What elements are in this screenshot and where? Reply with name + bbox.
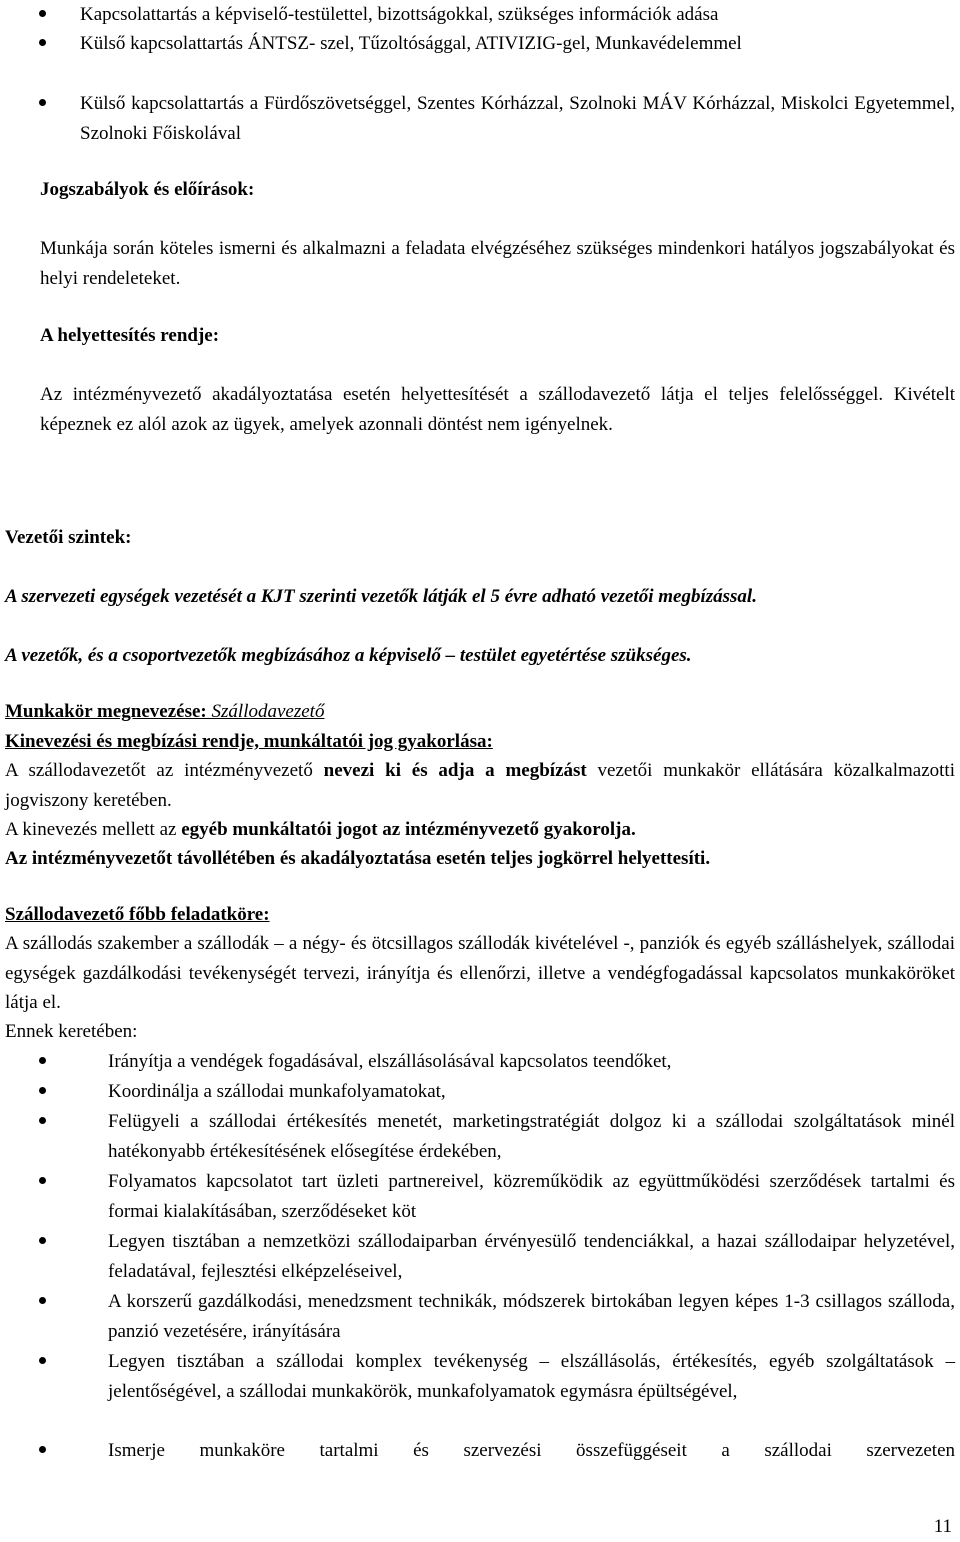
bullet-icon — [39, 1177, 46, 1184]
list-item: Kapcsolattartás a képviselő-testülettel, bizottságokkal, szükséges információk adása — [0, 0, 960, 29]
list-item: Külső kapcsolattartás a Fürdőszövetséggel, Szentes Kórházzal, Szolnoki MÁV Kórházzal, Miskolci Egyetemmel, Szolnoki Főiskolával — [0, 89, 960, 149]
list-item: A korszerű gazdálkodási, menedzsment technikák, módszerek birtokában legyen képes 1-3 csillagos szálloda, panzió vezetésére, irányítására — [0, 1287, 960, 1347]
bullet-icon — [39, 1057, 46, 1064]
paragraph: A kinevezés mellett az egyéb munkáltatói jogot az intézményvezető gyakorolja. — [5, 819, 636, 840]
top-bullet-list — [0, 0, 960, 149]
bullet-icon — [39, 1357, 46, 1364]
bullet-icon — [39, 1087, 46, 1094]
section-heading: Vezetői szintek: — [5, 527, 132, 548]
bullet-icon — [39, 1117, 46, 1124]
paragraph: A szállodavezetőt az intézményvezető nevezi ki és adja a megbízást vezetői munkakör ellátására közalkalmazotti jogviszony keretében. — [5, 760, 955, 811]
section-heading: Kinevezési és megbízási rendje, munkáltatói jog gyakorlása: — [5, 731, 493, 752]
section-heading: A helyettesítés rendje: — [40, 325, 220, 346]
task-list — [0, 1047, 960, 1466]
paragraph: A szervezeti egységek vezetését a KJT szerinti vezetők látják el 5 évre adható vezetői megbízással. — [5, 586, 757, 607]
list-item: Folyamatos kapcsolatot tart üzleti partnereivel, közreműködik az együttműködési szerződések tartalmi és formai kialakításában, szerződéseket köt — [0, 1167, 960, 1227]
paragraph: A vezetők, és a csoportvezetők megbízásához a képviselő – testület egyetértése szükséges. — [5, 645, 692, 666]
list-item: Legyen tisztában a szállodai komplex tevékenység – elszállásolás, értékesítés, egyéb szolgáltatások – jelentőségével, a szállodai munkakörök, munkafolyamatok egymásra épültségével, — [0, 1347, 960, 1436]
list-item: Irányítja a vendégek fogadásával, elszállásolásával kapcsolatos teendőket, — [0, 1047, 960, 1077]
paragraph: Az intézményvezetőt távollétében és akadályoztatása esetén teljes jogkörrel helyettesíti. — [5, 848, 711, 869]
bullet-icon — [39, 1297, 46, 1304]
bullet-icon — [39, 10, 46, 17]
paragraph: Munkája során köteles ismerni és alkalmazni a feladata elvégzéséhez szükséges mindenkori hatályos jogszabályokat és helyi rendeleteket. — [40, 238, 955, 289]
bullet-icon — [39, 1237, 46, 1244]
bullet-icon — [39, 1446, 46, 1453]
paragraph: Ennek keretében: — [5, 1021, 138, 1042]
list-item: Felügyeli a szállodai értékesítés menetét, marketingstratégiát dolgoz ki a szállodai szolgáltatások minél hatékonyabb értékesítésének elősegítése érdekében, — [0, 1107, 960, 1167]
bullet-icon — [39, 39, 46, 46]
list-item: Ismerje munkaköre tartalmi és szervezési összefüggéseit a szállodai szervezeten — [0, 1436, 960, 1466]
paragraph: A szállodás szakember a szállodák – a négy- és ötcsillagos szállodák kivételével -, panziók és egyéb szálláshelyek, szállodai egységek gazdálkodási tevékenységét tervezi, irányítja és ellenőrzi, illetve a vendégfogadással kapcsolatos munkaköröket látja el. — [5, 933, 955, 1013]
job-title-line: Munkakör megnevezése: Szállodavezető — [5, 701, 325, 722]
list-item: Külső kapcsolattartás ÁNTSZ- szel, Tűzoltósággal, ATIVIZIG-gel, Munkavédelemmel — [0, 29, 960, 89]
list-item: Legyen tisztában a nemzetközi szállodaiparban érvényesülő tendenciákkal, a hazai szállodaipar helyzetével, feladatával, fejlesztési elképzeléseivel, — [0, 1227, 960, 1287]
bullet-icon — [39, 99, 46, 106]
paragraph: Az intézményvezető akadályoztatása esetén helyettesítését a szállodavezető látja el teljes felelősséggel. Kivételt képeznek ez alól azok az ügyek, amelyek azonnali döntést nem igényelnek. — [40, 384, 955, 435]
section-heading: Jogszabályok és előírások: — [40, 179, 255, 200]
list-item: Koordinálja a szállodai munkafolyamatokat, — [0, 1077, 960, 1107]
section-heading: Szállodavezető főbb feladatköre: — [5, 904, 270, 925]
page-number: 11 — [933, 1516, 952, 1537]
